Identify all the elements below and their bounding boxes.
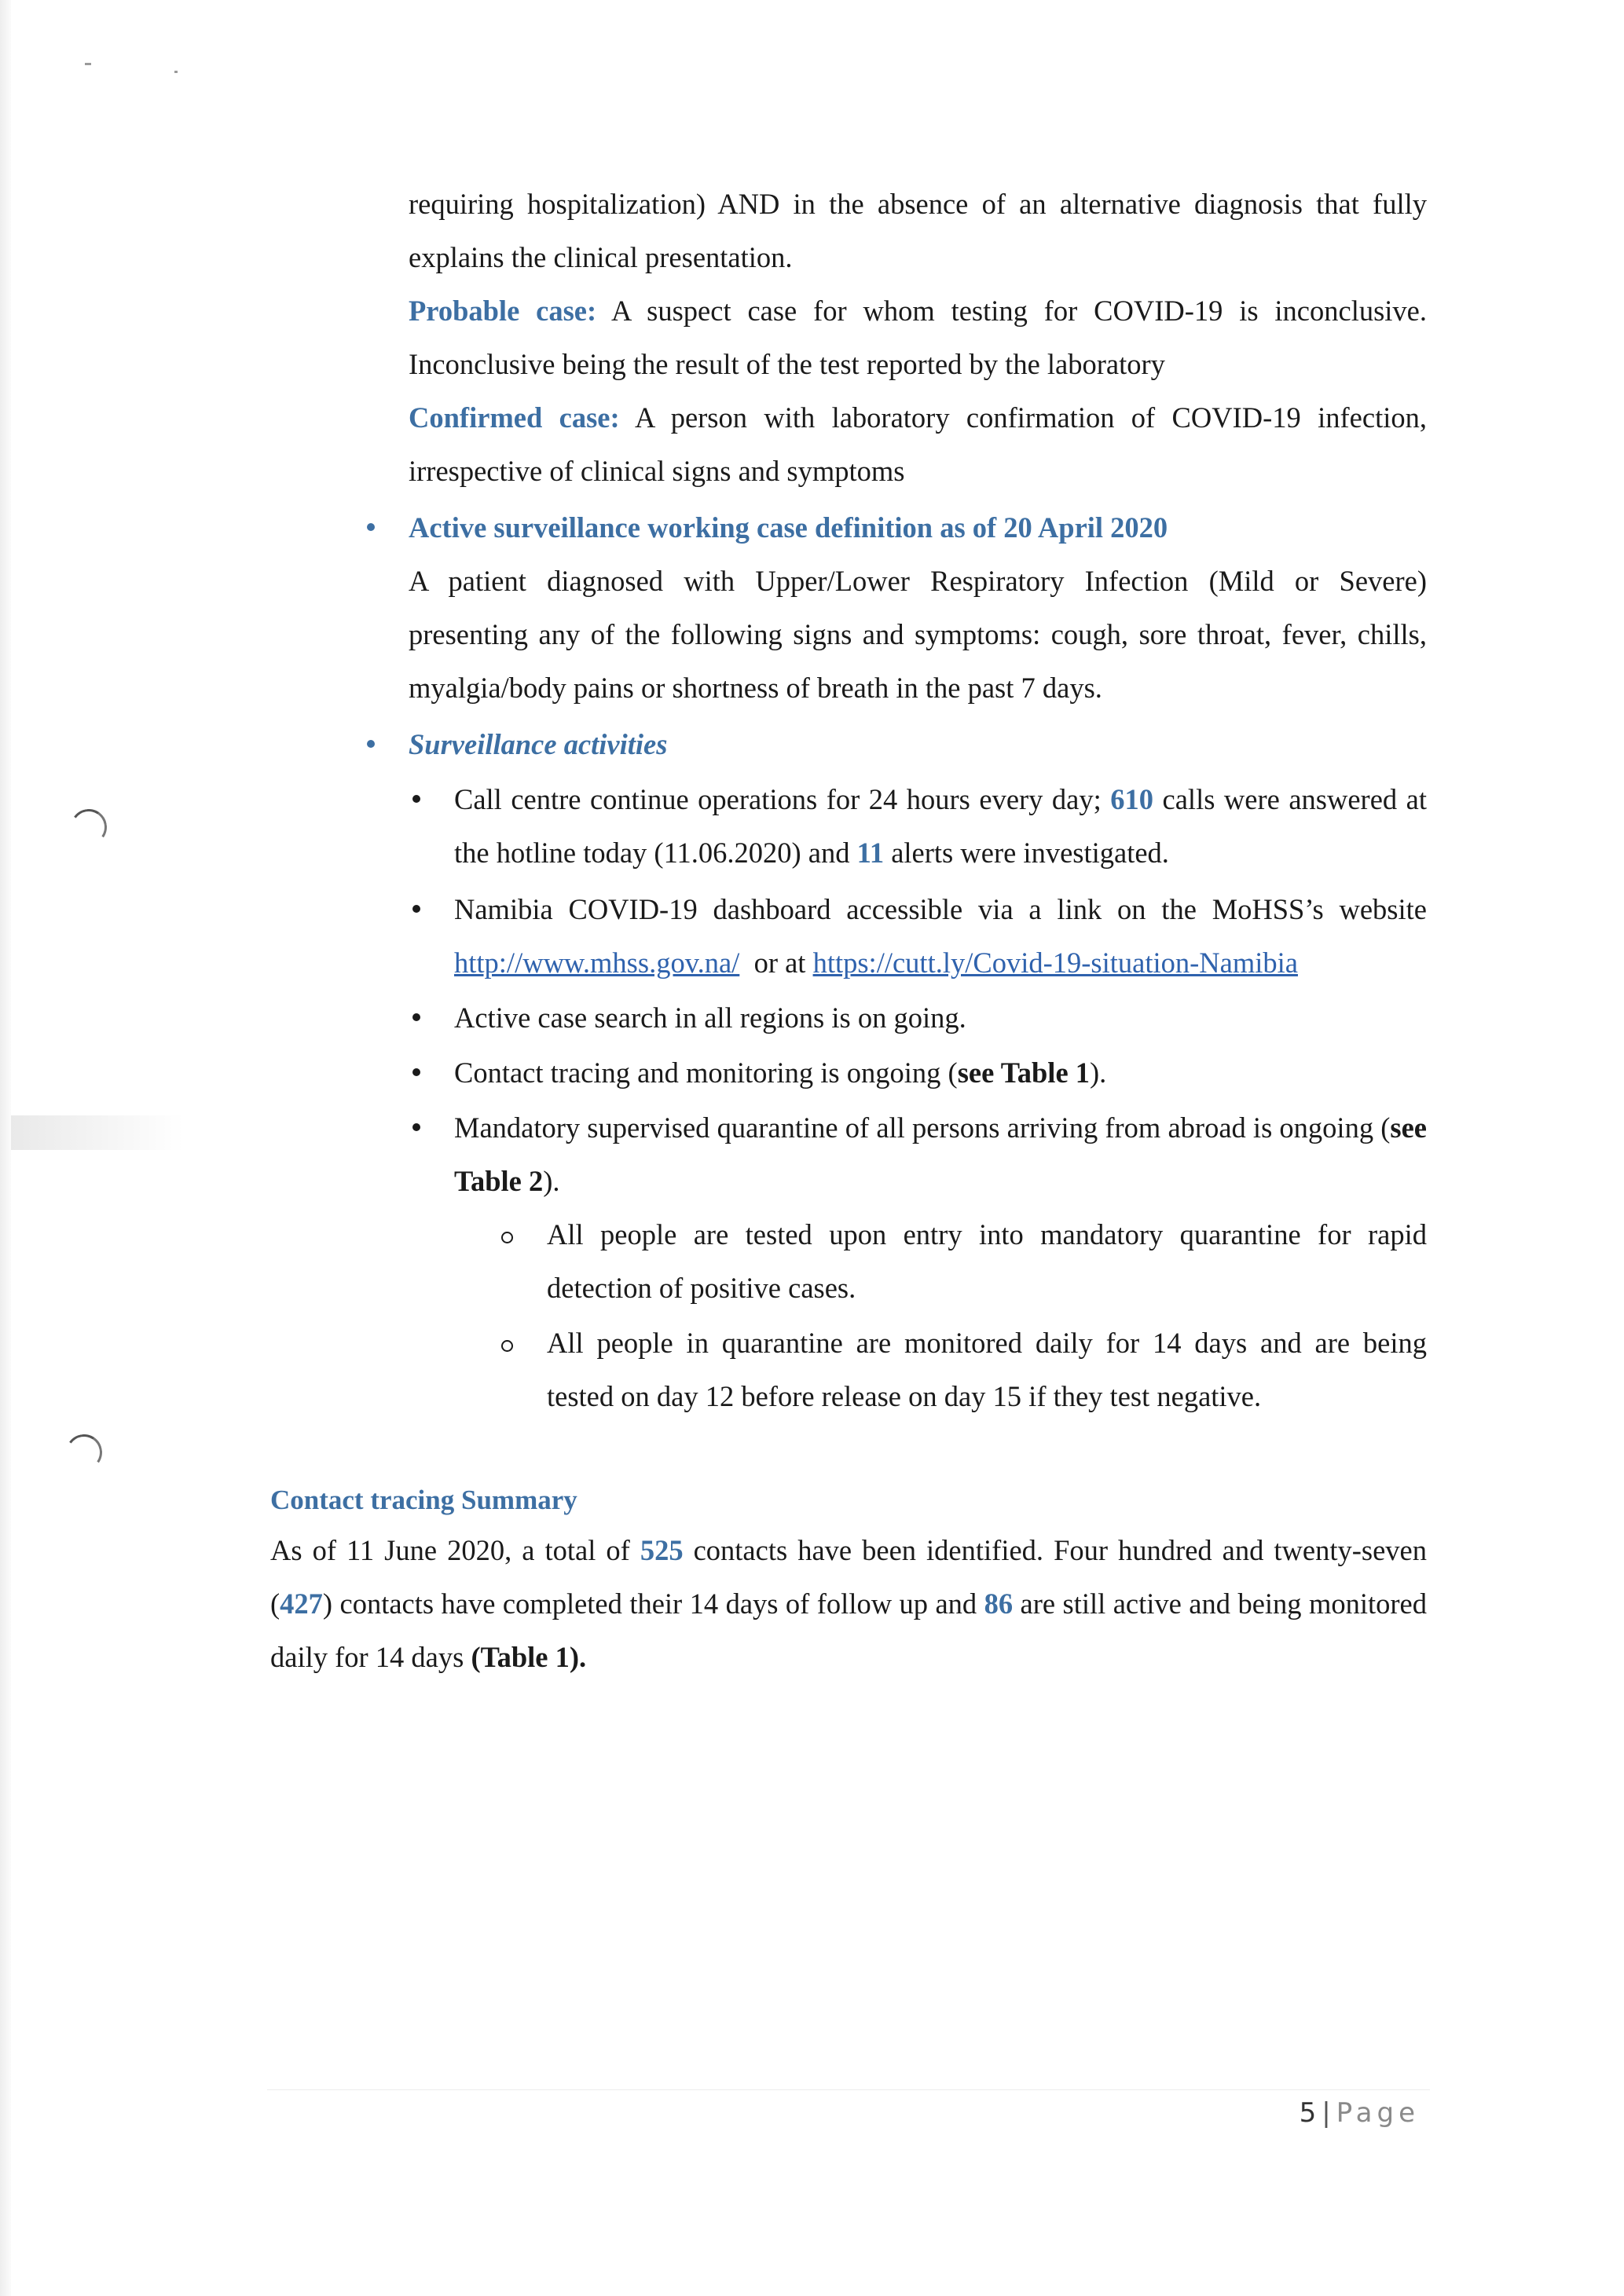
- probable-case-label: Probable case:: [409, 295, 597, 327]
- calls-answered-count: 610: [1110, 783, 1154, 815]
- bullet-icon: [367, 740, 375, 748]
- scan-smudge: [11, 1115, 184, 1150]
- list-item-call-centre: Call centre continue operations for 24 hours every day; 610 calls were answered at the hotline today (11.06.2020) and 11 alerts were investigated.: [454, 783, 1427, 869]
- mhss-website-link[interactable]: http://www.mhss.gov.na/: [454, 947, 740, 979]
- bullet-icon: [412, 1013, 420, 1021]
- sub-item-daily-monitoring: All people in quarantine are monitored daily for 14 days and are being tested on day 12 before release on day 15 if they test negative.: [547, 1327, 1427, 1412]
- total-contacts-count: 525: [640, 1534, 684, 1566]
- bullet-icon: [412, 1068, 420, 1076]
- alerts-count: 11: [856, 837, 885, 869]
- completed-contacts-count: 427: [280, 1587, 323, 1620]
- confirmed-case-text: A person with laboratory confirmation of COVID-19 infection, irrespective of clinical signs and symptoms: [409, 401, 1427, 487]
- contact-tracing-paragraph: As of 11 June 2020, a total of 525 contacts have been identified. Four hundred and twenty-seven (427) contacts have completed their 14 days of follow up and 86 are still active and being monitored daily for 14 days (Table 1).: [270, 1534, 1427, 1673]
- intro-line-2: explains the clinical presentation.: [409, 241, 793, 273]
- active-surveillance-heading: Active surveillance working case definition as of 20 April 2020: [409, 511, 1168, 544]
- confirmed-case-label: Confirmed case:: [409, 401, 620, 434]
- circle-bullet-icon: [501, 1232, 513, 1243]
- scan-edge: [0, 0, 11, 2296]
- page-word: Page: [1336, 2097, 1420, 2129]
- active-surveillance-paragraph: A patient diagnosed with Upper/Lower Respiratory Infection (Mild or Severe) presenting any of the following signs and symptoms: cough, sore throat, fever, chills, myalgia/body pains or shortness of breath in the past 7 days.: [409, 565, 1427, 704]
- scan-speck: [85, 63, 91, 65]
- bullet-icon: [412, 905, 420, 913]
- bullet-icon: [367, 523, 375, 531]
- sub-item-testing-on-entry: All people are tested upon entry into mandatory quarantine for rapid detection of positive cases.: [547, 1218, 1427, 1304]
- page-number-value: 5: [1299, 2097, 1318, 2129]
- page-number-separator: |: [1322, 2097, 1332, 2129]
- probable-case-paragraph: [409, 284, 1427, 391]
- list-item-dashboard: Namibia COVID-19 dashboard accessible via a link on the MoHSS’s website http://www.mhss.gov.na/ or at https://cutt.ly/Covid-19-situation-Namibia: [454, 893, 1427, 979]
- list-item-contact-tracing: Contact tracing and monitoring is ongoing (see Table 1).: [454, 1056, 1107, 1089]
- page-number: [1300, 2097, 1420, 2129]
- contact-tracing-heading: Contact tracing Summary: [270, 1485, 577, 1515]
- intro-paragraph: [409, 178, 1427, 284]
- dashboard-short-link[interactable]: https://cutt.ly/Covid-19-situation-Namibia: [812, 947, 1298, 979]
- list-item-case-search: Active case search in all regions is on going.: [454, 1002, 966, 1034]
- confirmed-case-paragraph: [409, 391, 1427, 498]
- footer-divider: [267, 2089, 1430, 2090]
- circle-bullet-icon: [501, 1340, 513, 1352]
- punch-hole: [68, 806, 109, 848]
- active-contacts-count: 86: [984, 1587, 1014, 1620]
- scan-speck: [174, 71, 178, 73]
- surveillance-activities-heading: Surveillance activities: [409, 728, 668, 760]
- probable-case-text: A suspect case for whom testing for COVID-19 is inconclusive. Inconclusive being the result of the test reported by the laboratory: [409, 295, 1428, 380]
- bullet-icon: [412, 1123, 420, 1131]
- intro-line-1: requiring hospitalization) AND in the absence of an alternative diagnosis that fully: [409, 188, 1427, 220]
- punch-hole: [63, 1431, 104, 1473]
- bullet-icon: [412, 795, 420, 803]
- list-item-quarantine: Mandatory supervised quarantine of all persons arriving from abroad is ongoing (see Table 2).: [454, 1111, 1427, 1197]
